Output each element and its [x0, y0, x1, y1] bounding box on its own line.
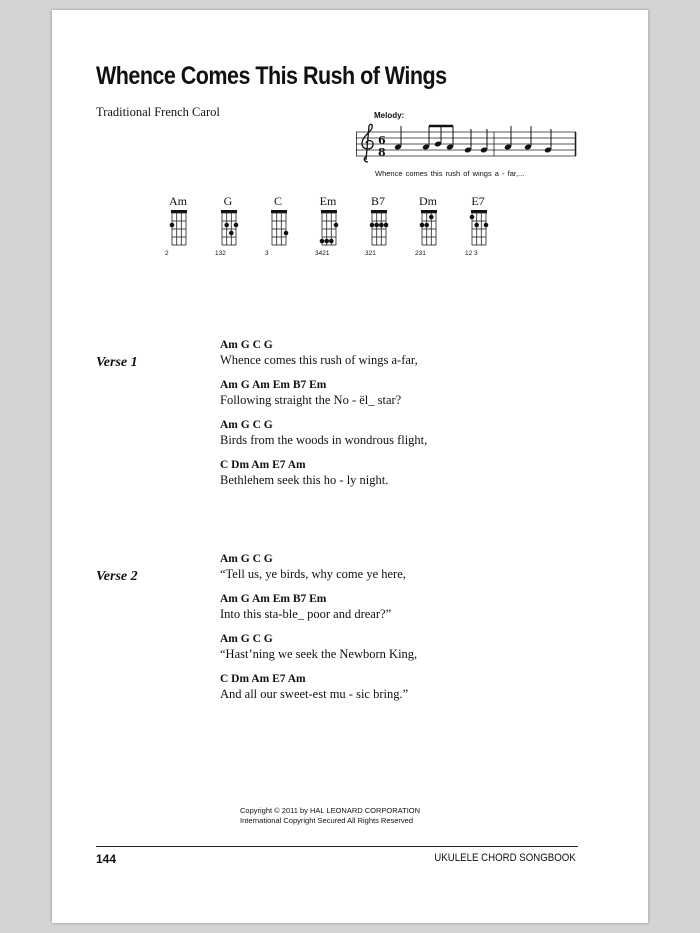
finger-dot	[474, 223, 479, 228]
verse-2-lyric-3: “Hast’ning we seek the Newborn King,	[220, 647, 418, 661]
nut	[421, 210, 437, 213]
fretboard-grid	[319, 208, 339, 248]
melody-label: Melody:	[374, 111, 405, 120]
finger-dot	[379, 223, 384, 228]
verse-2-chords-4: C Dm Am E7 Am	[220, 673, 306, 685]
fingering-numbers: 321	[365, 250, 376, 257]
verse-2-chords-1: Am G C G	[220, 553, 273, 565]
fretboard-grid	[369, 208, 389, 248]
footer-divider	[96, 846, 578, 847]
finger-dot	[424, 223, 429, 228]
chord-name: Dm	[419, 194, 437, 208]
finger-dot	[320, 239, 325, 244]
chord-name: C	[273, 194, 282, 208]
verse-1-label: Verse 1	[96, 355, 138, 370]
melody-staff	[356, 122, 578, 168]
verse-1-chords-1: Am G C G	[220, 339, 273, 351]
verse-2-label: Verse 2	[96, 569, 138, 584]
finger-dot	[229, 231, 234, 236]
finger-dot	[484, 223, 489, 228]
fingering-numbers: 132	[215, 250, 226, 257]
nut	[171, 210, 187, 213]
chord-name: Em	[319, 194, 337, 208]
chord-name: Am	[169, 194, 187, 208]
finger-dot	[384, 223, 389, 228]
finger-dot	[334, 223, 339, 228]
finger-dot	[324, 239, 329, 244]
verse-2-lyric-2: Into this sta-ble_ poor and drear?”	[220, 607, 392, 621]
verse-2-lyric-1: “Tell us, ye birds, why come ye here,	[220, 567, 406, 581]
chord-name: G	[223, 194, 233, 208]
svg-text:8: 8	[378, 146, 386, 159]
verse-1-chords-4: C Dm Am E7 Am	[220, 459, 306, 471]
sheet-music-page	[52, 10, 648, 923]
nut	[221, 210, 237, 213]
verse-1-chords-3: Am G C G	[220, 419, 273, 431]
finger-dot	[429, 215, 434, 220]
copyright-line-1: Copyright © 2011 by HAL LEONARD CORPORATION	[240, 806, 421, 815]
song-title: Whence Comes This Rush of Wings	[96, 62, 447, 90]
verse-1-lyric-3: Birds from the woods in wondrous flight,	[220, 433, 428, 447]
finger-dot	[284, 231, 289, 236]
verse-1-lyric-1: Whence comes this rush of wings a-far,	[220, 353, 418, 367]
verse-1-lyric-2: Following straight the No - ël_ star?	[220, 393, 402, 407]
nut	[371, 210, 387, 213]
fretboard-grid	[269, 208, 289, 248]
finger-dot	[370, 223, 375, 228]
copyright-line-2: International Copyright Secured All Rights Reserved	[240, 816, 414, 825]
fretboard-grid	[169, 208, 189, 248]
fretboard-grid	[419, 208, 439, 248]
fretboard-grid	[469, 208, 489, 248]
page-number: 144	[96, 852, 117, 866]
finger-dot	[420, 223, 425, 228]
fingering-numbers: 3	[265, 250, 269, 257]
fingering-numbers: 3421	[315, 250, 330, 257]
fingering-numbers: 231	[415, 250, 426, 257]
fingering-numbers: 12 3	[465, 250, 478, 257]
composer-credit: Traditional French Carol	[96, 105, 220, 119]
finger-dot	[224, 223, 229, 228]
verse-2-chords-2: Am G Am Em B7 Em	[220, 593, 327, 605]
copyright-notice	[240, 806, 420, 826]
finger-dot	[470, 215, 475, 220]
verse-1-chords-2: Am G Am Em B7 Em	[220, 379, 327, 391]
book-title: UKULELE CHORD SONGBOOK	[434, 852, 576, 864]
chord-name: B7	[370, 194, 385, 208]
verse-2-lyric-4: And all our sweet-est mu - sic bring.”	[220, 687, 409, 701]
svg-text:6: 6	[378, 134, 386, 147]
chord-name: E7	[471, 194, 485, 208]
nut	[471, 210, 487, 213]
finger-dot	[234, 223, 239, 228]
fingering-numbers: 2	[165, 250, 169, 257]
verse-1-lyric-4: Bethlehem seek this ho - ly night.	[220, 473, 389, 487]
finger-dot	[374, 223, 379, 228]
fretboard-grid	[219, 208, 239, 248]
finger-dot	[170, 223, 175, 228]
nut	[271, 210, 287, 213]
melody-lyrics: Whence comes this rush of wings a - far,...	[375, 169, 525, 178]
finger-dot	[329, 239, 334, 244]
verse-2-chords-3: Am G C G	[220, 633, 273, 645]
nut	[321, 210, 337, 213]
